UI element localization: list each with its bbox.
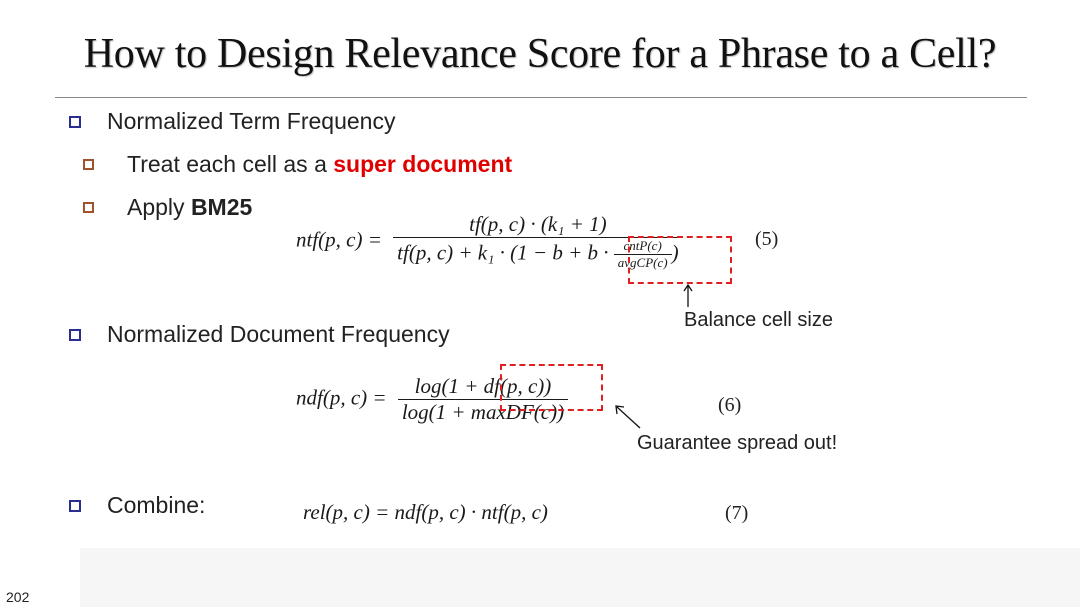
eq5-denominator-suffix: ): [671, 240, 679, 265]
sub-bullet-treat-text: [127, 151, 512, 178]
bullet-square-icon: [69, 329, 81, 341]
bullet-ntf: [69, 108, 395, 135]
footer-band: [80, 548, 1080, 607]
slide-title: How to Design Relevance Score for a Phrase to a Cell?: [83, 31, 997, 77]
bullet-combine: [69, 492, 205, 519]
eq5-inner-denominator: avgCP(c): [617, 255, 668, 270]
sub-bullet-apply: [83, 194, 252, 221]
equation-5: [296, 212, 683, 271]
bullet-ntf-text: Normalized Term Frequency: [107, 108, 396, 134]
eq5-numerator: tf(p, c) · (k₁ + 1): [469, 212, 607, 236]
equation-5-number: (5): [755, 228, 779, 250]
bullet-combine-text: Combine:: [107, 492, 206, 518]
page-number: 202: [6, 589, 30, 605]
apply-bm25: BM25: [190, 194, 253, 220]
bullet-square-icon: [69, 116, 81, 128]
equation-7-number: (7): [725, 502, 749, 524]
arrow-up-icon: [680, 284, 696, 308]
eq5-inner-numerator: cntP(c): [623, 238, 662, 253]
treat-prefix: Treat each cell as a: [127, 151, 334, 177]
sub-bullet-apply-text: [127, 194, 252, 221]
annotation-balance: Balance cell size: [684, 309, 833, 331]
eq5-highlight-box: [628, 236, 732, 284]
arrow-diagonal-icon: [612, 403, 644, 431]
treat-emphasis: super document: [333, 151, 513, 177]
eq5-denominator-prefix: tf(p, c) + k₁ · (1 − b + b ·: [397, 240, 614, 265]
sub-bullet-square-icon: [83, 202, 94, 213]
eq6-numerator-df: df(p, c)): [483, 374, 552, 398]
equation-7: rel(p, c) = ndf(p, c) · ntf(p, c): [303, 500, 548, 524]
eq6-denominator: log(1 + maxDF(c)): [401, 400, 565, 424]
bullet-ndf-text: Normalized Document Frequency: [107, 321, 450, 347]
eq5-lhs: ntf(p, c) =: [296, 227, 382, 252]
eq6-numerator-prefix: log(1 +: [414, 374, 484, 398]
eq6-lhs: ndf(p, c) =: [296, 385, 387, 410]
annotation-spread: Guarantee spread out!: [637, 432, 838, 454]
eq6-highlight-box: [500, 364, 603, 411]
title-divider: [55, 97, 1027, 98]
bullet-square-icon: [69, 500, 81, 512]
equation-6-number: (6): [718, 394, 742, 416]
apply-prefix: Apply: [127, 194, 191, 220]
bullet-ndf: [69, 321, 450, 348]
sub-bullet-treat: [83, 151, 512, 178]
sub-bullet-square-icon: [83, 159, 94, 170]
